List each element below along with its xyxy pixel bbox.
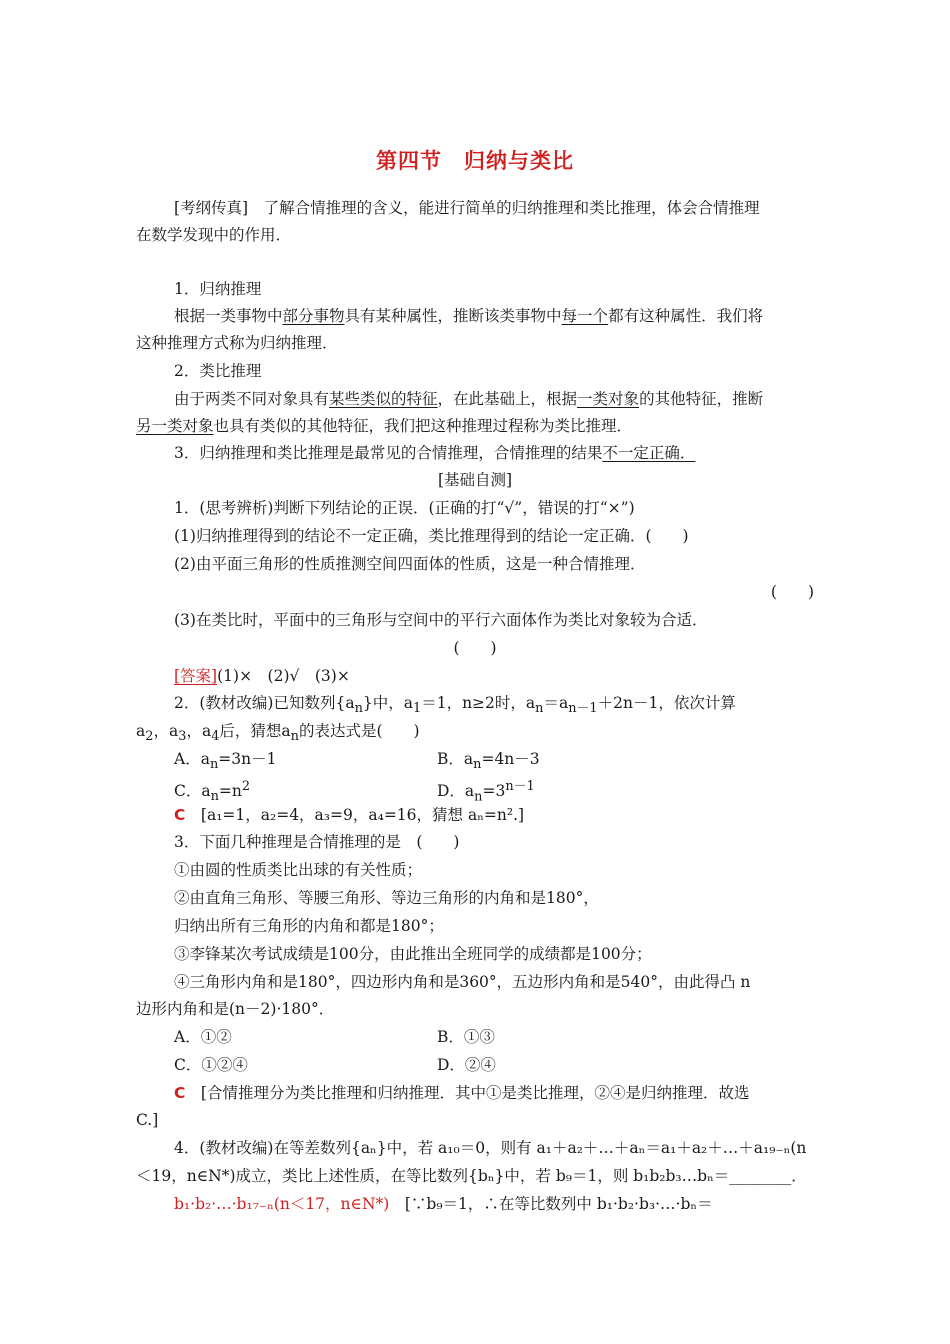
q1-answer: [答案](1)× (2)√ (3)× <box>174 667 350 685</box>
q2-options-cd <box>0 777 950 807</box>
q3-choice-a: A．①② <box>174 1028 232 1046</box>
q3-choices-ab <box>0 1027 950 1047</box>
s1-heading: 1．归纳推理 <box>174 280 262 298</box>
q3-choice-c: C．①②④ <box>174 1056 248 1074</box>
s1-line-1: 根据一类事物中部分事物具有某种属性，推断该类事物中每一个都有这种属性．我们将 <box>174 307 764 325</box>
q1-item-3-paren: ( ) <box>453 639 497 657</box>
s3-line: 3．归纳推理和类比推理是最常见的合情推理，合情推理的结果不一定正确． <box>174 444 696 462</box>
q2-options-ab <box>0 749 950 775</box>
q1-stem: 1．(思考辨析)判断下列结论的正误．(正确的打“√”，错误的打“×”) <box>174 499 635 517</box>
q1-item-2-paren: ( ) <box>770 583 814 601</box>
q2-answer: C [a₁=1，a₂=4，a₃=9，a₄=16，猜想 aₙ=n².] <box>174 806 525 824</box>
q3-answer: C [合情推理分为类比推理和归纳推理．其中①是类比推理，②④是归纳推理．故选 <box>174 1084 750 1102</box>
q1-item-2: (2)由平面三角形的性质推测空间四面体的性质，这是一种合情推理． <box>174 555 646 573</box>
q2-stem-1: 2．(教材改编)已知数列$\{a_n\}$中，$a_1=1$，n≥2时，$a_n=a_{n-1}+2n-1$，依次计算 <box>174 694 736 717</box>
q3-option-1: ①由圆的性质类比出球的有关性质； <box>174 861 423 879</box>
q4-stem-1: 4．(教材改编)在等差数列{aₙ}中，若 a₁₀＝0，则有 a₁＋a₂＋…＋aₙ＝a₁＋a₂＋…＋a₁₉₋ₙ(n <box>174 1139 807 1157</box>
q3-answer-2: C.] <box>136 1111 159 1129</box>
q3-option-4: ④三角形内角和是180°，四边形内角和是360°，五边形内角和是540°，由此得凸 n <box>174 973 751 991</box>
q2-stem-2: $a_2$，$a_3$，$a_4$后，猜想$a_n$的表达式是( ) <box>136 722 420 745</box>
q3-option-3: ③李锋某次考试成绩是100分，由此推出全班同学的成绩都是100分； <box>174 945 652 963</box>
q3-option-2: ②由直角三角形、等腰三角形、等边三角形的内角和是180°， <box>174 889 599 907</box>
q4-stem-2: ＜19，n∈N*)成立，类比上述性质，在等比数列{bₙ}中，若 b₉＝1，则 b₁b₂b₃…bₙ＝________． <box>136 1167 807 1185</box>
q3-stem: 3．下面几种推理是合情推理的是 ( ) <box>174 833 460 851</box>
q1-item-3: (3)在类比时，平面中的三角形与空间中的平行六面体作为类比对象较为合适． <box>174 611 708 629</box>
q2-option-b: B．$a_n=4n-3$ <box>437 750 540 773</box>
q2-option-c: C．$a_n=n^2$ <box>174 779 251 805</box>
s2-line-1: 由于两类不同对象具有某些类似的特征，在此基础上，根据一类对象的其他特征，推断 <box>174 390 764 408</box>
jichu-heading: [基础自测] <box>437 471 513 489</box>
q3-option-2b: 归纳出所有三角形的内角和都是180°； <box>174 917 444 935</box>
q3-option-4b: 边形内角和是(n－2)·180°． <box>136 1000 335 1018</box>
q1-item-1: (1)归纳推理得到的结论不一定正确，类比推理得到的结论一定正确．( ) <box>174 527 689 545</box>
q4-answer: b₁·b₂·…·b₁₇₋ₙ(n＜17，n∈N*) [∵b₉＝1，∴在等比数列中 b₁·b₂·b₃·…·bₙ＝ <box>174 1195 713 1213</box>
s2-heading: 2．类比推理 <box>174 362 262 380</box>
q2-option-d: D．$a_n=3^{n-1}$ <box>437 779 535 805</box>
s2-line-2: 另一类对象也具有类似的其他特征，我们把这种推理过程称为类比推理． <box>136 417 633 435</box>
q3-choices-cd <box>0 1055 950 1075</box>
q3-choice-d: D．②④ <box>437 1056 496 1074</box>
s1-line-2: 这种推理方式称为归纳推理． <box>136 334 338 352</box>
q2-option-a: A．$a_n=3n-1$ <box>174 750 277 773</box>
q3-choice-b: B．①③ <box>437 1028 495 1046</box>
kaogang-line-2: 在数学发现中的作用． <box>136 226 292 244</box>
section-title: 第四节 归纳与类比 <box>376 149 574 173</box>
kaogang-line-1: [考纲传真] 了解合情推理的含义，能进行简单的归纳推理和类比推理，体会合情推理 <box>174 199 760 217</box>
